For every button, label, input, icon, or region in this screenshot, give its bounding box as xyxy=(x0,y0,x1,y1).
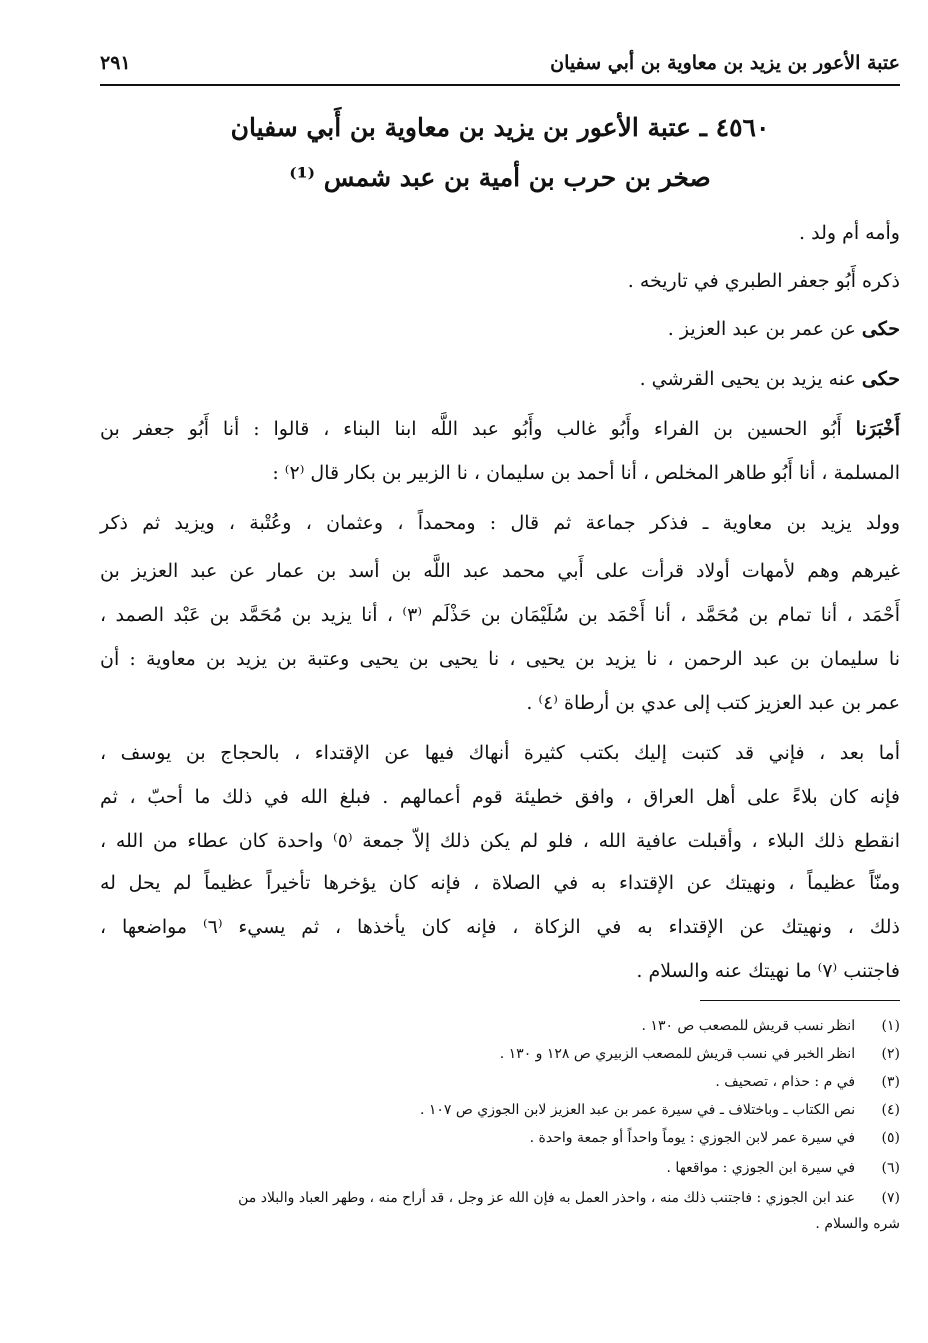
body-line xyxy=(100,318,900,340)
body-line xyxy=(100,560,900,582)
footnote-text: في م : حذام ، تصحيف . xyxy=(715,1074,856,1090)
footnote-text: في سيرة عمر لابن الجوزي : يوماً واحداً أو جمعة واحدة . xyxy=(529,1130,856,1146)
footnote-number: (٥) xyxy=(881,1130,900,1146)
line-text: المسلمة ، أنا أَبُو طاهر المخلص ، أنا أحمد بن سليمان ، نا الزبير بن بكار قال ⁽٢⁾ : xyxy=(272,462,900,484)
body-line xyxy=(100,872,900,894)
line-text: أَبُو الحسين بن الفراء وأَبُو غالب وأَبُو عبد اللَّه ابنا البناء ، قالوا : أنا أَبُو جعفر بن xyxy=(100,418,856,440)
body-line xyxy=(100,648,900,670)
footnote xyxy=(100,1216,900,1232)
line-text: نا سليمان بن عبد الرحمن ، نا يزيد بن يحيى ، نا يحيى بن يحيى وعتبة بن يزيد بن معاوية : أن xyxy=(100,648,900,670)
body-line xyxy=(100,960,900,982)
footnote-number: (٣) xyxy=(881,1074,900,1090)
line-text: عمر بن عبد العزيز كتب إلى عدي بن أرطاة ⁽٤⁾ . xyxy=(526,692,900,714)
footnote-number: (٦) xyxy=(881,1160,900,1176)
line-text: فاجتنب ⁽٧⁾ ما نهيتك عنه والسلام . xyxy=(636,960,900,982)
footnote xyxy=(100,1018,900,1034)
footnote-number: (٢) xyxy=(881,1046,900,1062)
footnote-text: انظر نسب قريش للمصعب ص ١٣٠ . xyxy=(641,1018,856,1034)
keyword: حكى xyxy=(861,368,900,390)
entry-heading-line-1: ٤٥٦٠ ـ عتبة الأعور بن يزيد بن معاوية بن أَبي سفيان xyxy=(230,113,770,142)
body-line xyxy=(100,604,900,626)
footnote-text: انظر الخبر في نسب قريش للمصعب الزبيري ص ١٢٨ و ١٣٠ . xyxy=(499,1046,856,1062)
body-line xyxy=(100,512,900,534)
body-line xyxy=(100,830,900,852)
body-line xyxy=(100,222,900,244)
keyword: حكى xyxy=(861,318,900,340)
footnote xyxy=(100,1190,900,1206)
footnote xyxy=(100,1074,900,1090)
keyword: أَخْبَرَنا xyxy=(855,418,900,440)
footnote xyxy=(100,1130,900,1146)
line-text: ومنّاً عظيماً ، ونهيتك عن الإقتداء به في الصلاة ، فإنه كان يؤخرها تأخيراً عظيماً لم يحل له xyxy=(100,872,900,894)
body-line xyxy=(100,368,900,390)
footnote-number: (٤) xyxy=(881,1102,900,1118)
footnote-rule xyxy=(700,1000,900,1001)
line-text: ذكره أَبُو جعفر الطبري في تاريخه . xyxy=(627,270,900,292)
body-line xyxy=(100,270,900,292)
footnote-text: نص الكتاب ـ وباختلاف ـ في سيرة عمر بن عبد العزيز لابن الجوزي ص ١٠٧ . xyxy=(419,1102,856,1118)
footnote xyxy=(100,1102,900,1118)
line-text: فإنه كان بلاءً على أهل العراق ، وافق خطيئة قوم أعمالهم . فبلغ الله في ذلك ما أحبّ ، ثم xyxy=(100,786,900,808)
running-title: عتبة الأعور بن يزيد بن معاوية بن أبي سفيان xyxy=(550,52,900,74)
footnote-number: (٧) xyxy=(881,1190,900,1206)
footnote xyxy=(100,1046,900,1062)
footnote-number: (١) xyxy=(881,1018,900,1034)
line-text: وأمه أم ولد . xyxy=(799,222,900,244)
footnote-text: عند ابن الجوزي : فاجتنب ذلك منه ، واحذر العمل به فإن الله عز وجل ، قد أراح منه ، وطهر العباد والبلاد من xyxy=(238,1190,856,1206)
line-text: وولد يزيد بن معاوية ـ فذكر جماعة ثم قال : ومحمداً ، وعثمان ، وعُتْبة ، ويزيد ثم ذكر xyxy=(100,512,900,534)
footnote xyxy=(100,1160,900,1176)
body-line xyxy=(100,916,900,938)
line-text: أَحْمَد ، أنا تمام بن مُحَمَّد ، أنا أَحْمَد بن سُلَيْمَان بن حَذْلَم ⁽٣⁾ ، أنا يزيد بن مُحَمَّد بن عَبْد الصمد ، xyxy=(100,604,901,626)
line-text: غيرهم وهم لأمهات أولاد قرأت على أَبي محمد عبد اللَّه بن أسد بن عمار عن عبد العزيز بن xyxy=(100,560,900,582)
body-line xyxy=(100,462,900,484)
page-number: ٢٩١ xyxy=(100,52,131,74)
line-text: أما بعد ، فإني قد كتبت إليك بكتب كثيرة أنهاك فيها عن الإقتداء ، بالحجاج بن يوسف ، xyxy=(100,742,900,764)
line-text: ذلك ، ونهيتك عن الإقتداء به في الزكاة ، فإنه كان يأخذها ، ثم يسيء ⁽٦⁾ مواضعها ، xyxy=(100,916,900,938)
line-text: انقطع ذلك البلاء ، وأقبلت عافية الله ، فلو لم يكن ذلك إلاّ جمعة ⁽٥⁾ واحدة كان عطاء من الله ، xyxy=(100,830,900,852)
header-rule xyxy=(100,84,900,86)
footnote-text: شره والسلام . xyxy=(815,1216,900,1232)
line-text: عن عمر بن عبد العزيز . xyxy=(667,318,862,340)
running-header xyxy=(100,50,900,86)
body-line xyxy=(100,742,900,764)
entry-heading-line-2: صخر بن حرب بن أمية بن عبد شمس ⁽¹⁾ xyxy=(289,163,711,192)
footnote-text: في سيرة ابن الجوزي : مواقعها . xyxy=(666,1160,856,1176)
body-line xyxy=(100,692,900,714)
line-text: عنه يزيد بن يحيى القرشي . xyxy=(639,368,862,390)
body-line xyxy=(100,786,900,808)
body-line xyxy=(100,418,900,440)
